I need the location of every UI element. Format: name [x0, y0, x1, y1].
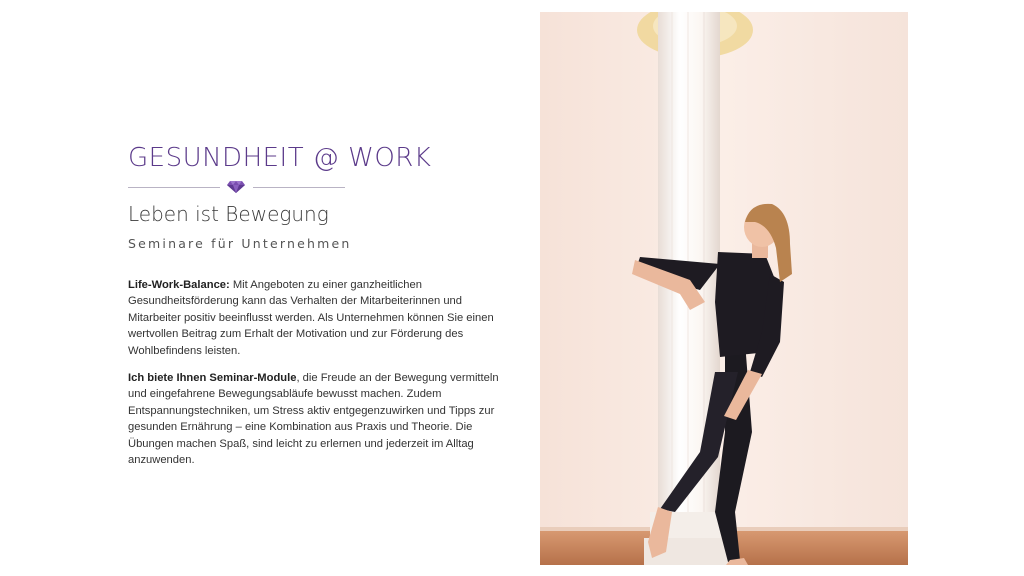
paragraph-body: , die Freude an der Bewegung vermitteln und eingefahrene Bewegungsabläufe bewusst machen. Zudem Entspannungstechniken, um Stress aktiv entgegenzuwirken und Tipps zur gesunden Ernährung – eine Kombination aus Praxis und Theorie. Die Übungen machen Spaß, sind leicht zu erlernen und jederzeit im Alltag anzuwenden. — [128, 372, 499, 467]
hero-photo — [540, 12, 908, 565]
photo-woman-at-column — [540, 12, 908, 565]
paragraph-life-work-balance — [128, 277, 500, 359]
title-divider — [128, 180, 345, 194]
paragraph-body: Mit Angeboten zu einer ganzheitlichen Gesundheitsförderung kann das Verhalten der Mitarbeiterinnen und Mitarbeiter positiv beeinflusst werden. Als Unternehmen können Sie einen wertvollen Beitrag zum Erhalt der Motivation und zur Förderung des Wohlbefindens leisten. — [128, 279, 494, 357]
paragraph-seminar-modules — [128, 370, 500, 468]
paragraph-lead: Life-Work-Balance: — [128, 279, 230, 291]
paragraph-lead: Ich biete Ihnen Seminar-Module — [128, 372, 297, 385]
page-tagline: Seminare für Unternehmen — [128, 236, 352, 251]
intro-section — [128, 140, 508, 468]
divider-line-right — [253, 187, 345, 188]
diamond-gem-icon — [226, 180, 246, 194]
page-subtitle: Leben ist Bewegung — [128, 202, 329, 226]
divider-line-left — [128, 187, 220, 188]
page-title: GESUNDHEIT @ WORK — [128, 143, 432, 173]
